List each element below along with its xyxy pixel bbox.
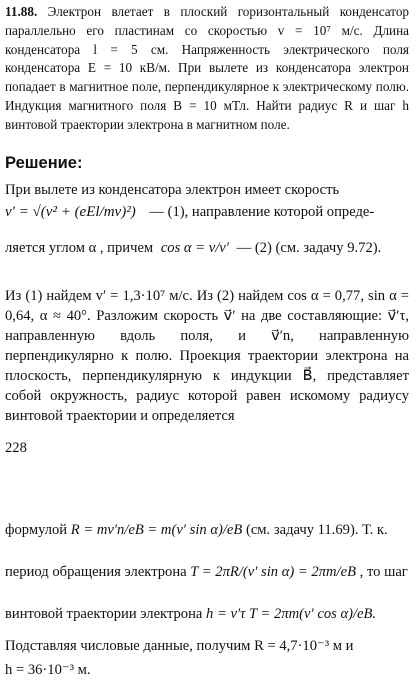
lower-2-note: , то шаг xyxy=(359,564,408,580)
lower-2-text: период обращения электрона xyxy=(5,564,187,580)
solution-line-1: При вылете из конденсатора электрон имеет скорость xyxy=(5,182,340,198)
formula-T: T = 2πR/(v′ sin α) = 2πm/eB xyxy=(190,564,356,580)
formula-1-note: — (1), направление которой опреде- xyxy=(149,204,375,220)
lower-3-text: винтовой траектории электрона xyxy=(5,606,203,622)
lower-1-text: формулой xyxy=(5,522,68,538)
lower-line-1 xyxy=(5,520,409,540)
solution-body: Из (1) найдем v′ = 1,3·10⁷ м/с. Из (2) найдем cos α = 0,77, sin α = 0,64, α ≈ 40°. Разложим скорость v⃗′ на две составляющие: v⃗′τ, направленную вдоль поля, и v⃗′n, направленную перпендикулярно к полю. Проекция траектории электрона на плоскость, перпендикулярную к индукции B⃗, представляет собой окружность, радиус которой равен искомому радиусу винтовой траектории и определяется xyxy=(5,288,409,424)
solution-intro xyxy=(5,180,409,200)
lower-1-note: (см. задачу 11.69). Т. к. xyxy=(245,522,388,538)
lower-line-2 xyxy=(5,562,409,582)
formula-2: cos α = v/v′ xyxy=(160,240,229,256)
formula-2-note: — (2) (см. задачу 9.72). xyxy=(236,240,382,256)
formula-R: R = mv′n/eB = m(v′ sin α)/eB xyxy=(70,522,243,538)
lower-line-5: h = 36·10⁻³ м. xyxy=(5,662,91,678)
formula-h: h = v′τ T = 2πm(v′ cos α)/eB. xyxy=(206,606,377,622)
lower-line-4: Подставляя числовые данные, получим R = 4,7·10⁻³ м и xyxy=(5,638,354,654)
formula-row-1 xyxy=(5,204,409,221)
page-number: 228 xyxy=(5,440,27,456)
problem-text: Электрон влетает в плоский горизонтальный конденсатор параллельно его пластинам со скоростью v = 10⁷ м/с. Длина конденсатора l = 5 см. Напряженность электрического поля конденсатора E = 10 кВ/м. При вылете из конденсатора электрон попадает в магнитное поле, перпендикулярное к электрическому полю. Индукция магнитного поля B = 10 мТл. Найти радиус R и шаг h винтовой траектории электрона в магнитном поле. xyxy=(5,4,410,132)
lower-line-3 xyxy=(5,604,409,624)
problem-statement xyxy=(5,3,409,135)
formula-row-2 xyxy=(5,240,409,257)
solution-label: Решение: xyxy=(5,154,83,172)
problem-number: 11.88. xyxy=(5,4,38,19)
formula-1: v′ = √(v² + (eEl/mv)²) xyxy=(5,204,136,220)
solution-line-3: ляется углом α , причем xyxy=(5,240,154,256)
